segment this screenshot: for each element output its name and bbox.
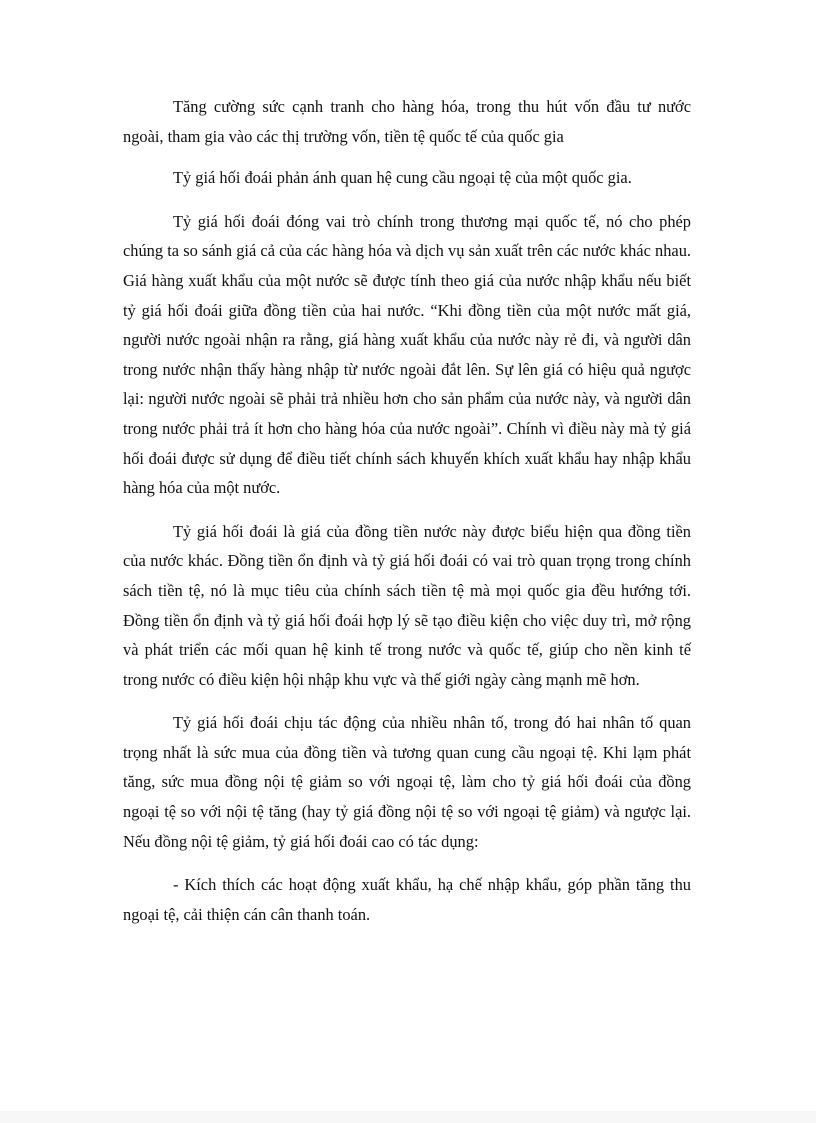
paragraph-currency-price: Tỷ giá hối đoái là giá của đồng tiền nước này được biểu hiện qua đồng tiền của nước khác. Đồng tiền ổn định và tỷ giá hối đoái có vai trò quan trọng trong chính sách tiền tệ, nó là mục tiêu của chính sách tiền tệ mà mọi quốc gia đều hướng tới. Đồng tiền ổn định và tỷ giá hối đoái hợp lý sẽ tạo điều kiện cho việc duy trì, mở rộng và phát triển các mối quan hệ kinh tế trong nước và quốc tế, giúp cho nền kinh tế trong nước có điều kiện hội nhập khu vực và thế giới ngày càng mạnh mẽ hơn. <box>123 521 691 689</box>
page-bottom-edge <box>0 1111 816 1123</box>
paragraph-trade-role: Tỷ giá hối đoái đóng vai trò chính trong thương mại quốc tế, nó cho phép chúng ta so sánh giá cả của các hàng hóa và dịch vụ sản xuất trên các nước khác nhau. Giá hàng xuất khẩu của một nước sẽ được tính theo giá của nước nhập khẩu nếu biết tỷ giá hối đoái giữa đồng tiền của hai nước. “Khi đồng tiền của một nước mất giá, người nước ngoài nhận ra rằng, giá hàng xuất khẩu của nước này rẻ đi, và người dân trong nước nhận thấy hàng nhập từ nước ngoài đắt lên. Sự lên giá có hiệu quả ngược lại: người nước ngoài sẽ phải trả nhiều hơn cho sản phẩm của nước này, và người dân trong nước phải trả ít hơn cho hàng hóa của nước ngoài”. Chính vì điều này mà tỷ giá hối đoái được sử dụng để điều tiết chính sách khuyến khích xuất khẩu hay nhập khẩu hàng hóa của một nước. <box>123 211 691 498</box>
paragraph-export-stimulus: - Kích thích các hoạt động xuất khẩu, hạ chế nhập khẩu, góp phần tăng thu ngoại tệ, cải thiện cán cân thanh toán. <box>123 875 691 924</box>
paragraph-supply-demand: Tỷ giá hối đoái phản ánh quan hệ cung cầu ngoại tệ của một quốc gia. <box>173 168 632 188</box>
paragraph-influencing-factors: Tỷ giá hối đoái chịu tác động của nhiều nhân tố, trong đó hai nhân tố quan trọng nhất là sức mua của đồng tiền và tương quan cung cầu ngoại tệ. Khi lạm phát tăng, sức mua đồng nội tệ giảm so với ngoại tệ, làm cho tỷ giá hối đoái của đồng ngoại tệ so với nội tệ tăng (hay tỷ giá đồng nội tệ so với ngoại tệ giảm) và ngược lại. Nếu đồng nội tệ giảm, tỷ giá hối đoái cao có tác dụng: <box>123 713 691 851</box>
document-page <box>123 92 691 943</box>
paragraph-competitiveness: Tăng cường sức cạnh tranh cho hàng hóa, trong thu hút vốn đầu tư nước ngoài, tham gia vào các thị trường vốn, tiền tệ quốc tế của quốc gia <box>123 97 691 146</box>
